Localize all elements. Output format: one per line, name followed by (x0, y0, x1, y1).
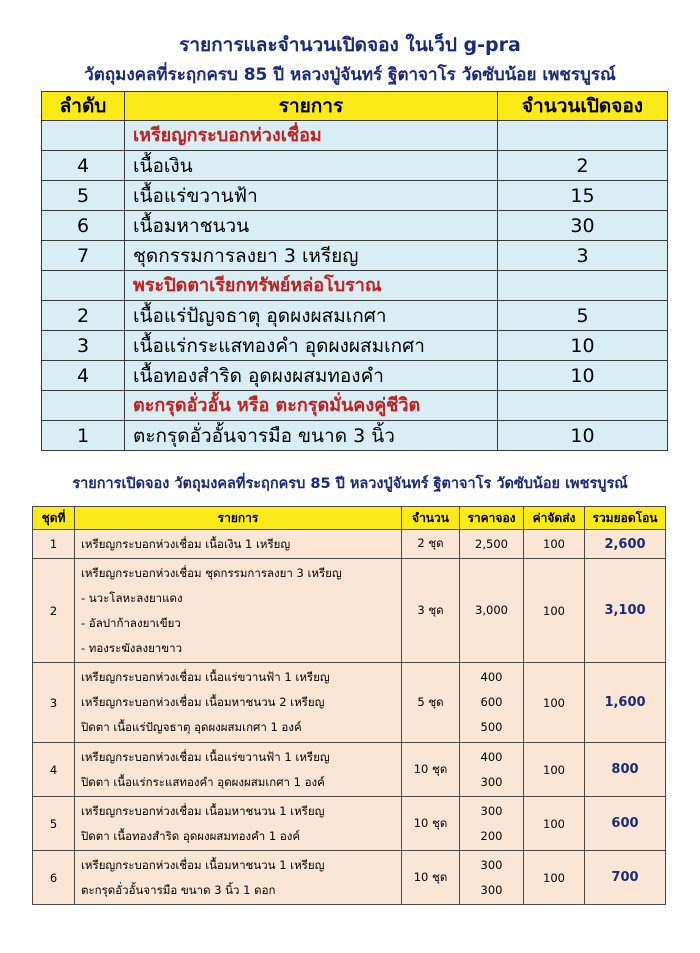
row-item: ชุดกรรมการลงยา 3 เหรียญ (125, 241, 498, 271)
set-item-line: ตะกรุดอั่วอั้นจารมือ ขนาด 3 นิ้ว 1 ดอก (81, 882, 276, 897)
set-item-line: ปิดตา เนื้อทองสำริด อุดผงผสมทองคำ 1 องค์ (81, 828, 301, 843)
row-item: เนื้อทองสำริด อุดผงผสมทองคำ (125, 361, 498, 391)
row-qty: 2 (498, 151, 668, 181)
set-items (75, 743, 402, 797)
table-row (33, 851, 666, 905)
header-item: รายการ (125, 92, 498, 121)
set-quantity: 3 ชุด (402, 559, 460, 663)
row-number: 5 (42, 181, 125, 211)
set-shipping: 100 (524, 797, 585, 851)
header-open-count: จำนวนเปิดจอง (498, 92, 668, 121)
set-item-line: เหรียญกระบอกห่วงเชื่อม เนื้อแร่ขวานฟ้า 1 เหรียญ (81, 749, 330, 764)
set-price: 3,000 (475, 603, 508, 617)
set-item-line: ปิดตา เนื้อแร่ปัญจธาตุ อุดผงผสมเกศา 1 องค์ (81, 720, 302, 734)
set-item-line: เหรียญกระบอกห่วงเชื่อม เนื้อแร่ขวานฟ้า 1 เหรียญ (81, 670, 330, 684)
set-prices (460, 663, 524, 743)
row-number: 2 (42, 301, 125, 331)
row-qty: 15 (498, 181, 668, 211)
set-price: 500 (480, 720, 503, 734)
set-item-line: เหรียญกระบอกห่วงเชื่อม ชุดกรรมการลงยา 3 เหรียญ (81, 565, 342, 580)
header-order: ลำดับ (42, 92, 125, 121)
row-number: 1 (42, 421, 125, 451)
row-number: 6 (42, 211, 125, 241)
table-row (42, 241, 668, 271)
set-shipping: 100 (524, 663, 585, 743)
set-prices (460, 559, 524, 663)
row-number: 4 (42, 361, 125, 391)
set-total: 800 (585, 743, 666, 797)
set-price: 2,500 (475, 536, 508, 551)
set-price: 300 (480, 857, 503, 872)
section-row (42, 391, 668, 421)
set-total: 600 (585, 797, 666, 851)
set-total: 3,100 (585, 559, 666, 663)
row-qty: 5 (498, 301, 668, 331)
table-row (42, 361, 668, 391)
set-item-line: เหรียญกระบอกห่วงเชื่อม เนื้อมหาชนวน 1 เหรียญ (81, 803, 325, 818)
page-title: รายการและจำนวนเปิดจอง ในเว็ป g-pra (179, 34, 521, 56)
row-item: เนื้อแร่กระแสทองคำ อุดผงผสมเกศา (125, 331, 498, 361)
header-price: ราคาจอง (460, 507, 524, 530)
row-qty: 10 (498, 421, 668, 451)
row-qty: 3 (498, 241, 668, 271)
set-quantity: 5 ชุด (402, 663, 460, 743)
reservation-sets-table (32, 506, 666, 905)
row-number: 7 (42, 241, 125, 271)
header-set-no: ชุดที่ (33, 507, 75, 530)
set-number: 5 (33, 797, 75, 851)
set-price: 600 (480, 695, 503, 709)
header-quantity: จำนวน (402, 507, 460, 530)
header-shipping: ค่าจัดส่ง (524, 507, 585, 530)
set-quantity: 10 ชุด (402, 851, 460, 905)
set-price: 400 (480, 749, 503, 764)
set-shipping: 100 (524, 851, 585, 905)
set-list-title: รายการเปิดจอง วัตถุมงคลที่ระฤกครบ 85 ปี หลวงปู่จันทร์ ฐิตาจาโร วัดซับน้อย เพชรบูรณ์ (72, 476, 628, 492)
set-quantity: 10 ชุด (402, 743, 460, 797)
row-item: เนื้อแร่ปัญจธาตุ อุดผงผสมเกศา (125, 301, 498, 331)
set-total: 2,600 (585, 530, 666, 559)
row-qty: 10 (498, 361, 668, 391)
set-price: 300 (480, 803, 503, 818)
table-row (33, 530, 666, 559)
row-item: เนื้อเงิน (125, 151, 498, 181)
table-row (42, 211, 668, 241)
table-header-row (42, 92, 668, 121)
section-title: เหรียญกระบอกห่วงเชื่อม (125, 121, 498, 151)
row-item: เนื้อมหาชนวน (125, 211, 498, 241)
set-item-line: - นวะโลหะลงยาแดง (81, 590, 183, 605)
set-number: 1 (33, 530, 75, 559)
reservation-count-table (41, 91, 668, 451)
section-row (42, 121, 668, 151)
section-title: พระปิดตาเรียกทรัพย์หล่อโบราณ (125, 271, 498, 301)
set-item-line: ปิดตา เนื้อแร่กระแสทองคำ อุดผงผสมเกศา 1 องค์ (81, 774, 325, 789)
set-number: 6 (33, 851, 75, 905)
set-shipping: 100 (524, 559, 585, 663)
set-items (75, 530, 402, 559)
set-price: 200 (480, 828, 503, 843)
row-item: ตะกรุดอั่วอั้นจารมือ ขนาด 3 นิ้ว (125, 421, 498, 451)
table-header-row (33, 507, 666, 530)
set-item-line: เหรียญกระบอกห่วงเชื่อม เนื้อมหาชนวน 2 เหรียญ (81, 695, 325, 709)
set-items (75, 559, 402, 663)
row-item: เนื้อแร่ขวานฟ้า (125, 181, 498, 211)
table-row (42, 301, 668, 331)
table-row (42, 421, 668, 451)
set-items (75, 663, 402, 743)
header-total: รวมยอดโอน (585, 507, 666, 530)
set-prices (460, 797, 524, 851)
set-shipping: 100 (524, 743, 585, 797)
set-number: 4 (33, 743, 75, 797)
set-price: 400 (480, 670, 503, 684)
set-price: 300 (480, 882, 503, 897)
row-number: 3 (42, 331, 125, 361)
set-item-line: - อัลปาก้าลงยาเขียว (81, 615, 181, 630)
set-items (75, 851, 402, 905)
set-item-line: - ทองระฆังลงยาขาว (81, 640, 183, 655)
table-row (42, 331, 668, 361)
set-shipping: 100 (524, 530, 585, 559)
set-item-line: เหรียญกระบอกห่วงเชื่อม เนื้อมหาชนวน 1 เหรียญ (81, 857, 325, 872)
table-row (42, 181, 668, 211)
set-prices (460, 530, 524, 559)
table-row (42, 151, 668, 181)
set-item-line: เหรียญกระบอกห่วงเชื่อม เนื้อเงิน 1 เหรียญ (81, 536, 291, 551)
row-number: 4 (42, 151, 125, 181)
set-price: 300 (480, 774, 503, 789)
set-total: 700 (585, 851, 666, 905)
table-row (33, 663, 666, 743)
set-total: 1,600 (585, 663, 666, 743)
table-row (33, 797, 666, 851)
header-item: รายการ (75, 507, 402, 530)
row-qty: 10 (498, 331, 668, 361)
set-quantity: 10 ชุด (402, 797, 460, 851)
section-title: ตะกรุดอั่วอั้น หรือ ตะกรุดมั่นคงคู่ชีวิต (125, 391, 498, 421)
section-row (42, 271, 668, 301)
page-subtitle: วัตถุมงคลที่ระฤกครบ 85 ปี หลวงปู่จันทร์ ฐิตาจาโร วัดซับน้อย เพชรบูรณ์ (84, 65, 616, 85)
set-quantity: 2 ชุด (402, 530, 460, 559)
set-number: 2 (33, 559, 75, 663)
table-row (33, 743, 666, 797)
set-number: 3 (33, 663, 75, 743)
row-qty: 30 (498, 211, 668, 241)
set-prices (460, 851, 524, 905)
set-items (75, 797, 402, 851)
set-prices (460, 743, 524, 797)
table-row (33, 559, 666, 663)
